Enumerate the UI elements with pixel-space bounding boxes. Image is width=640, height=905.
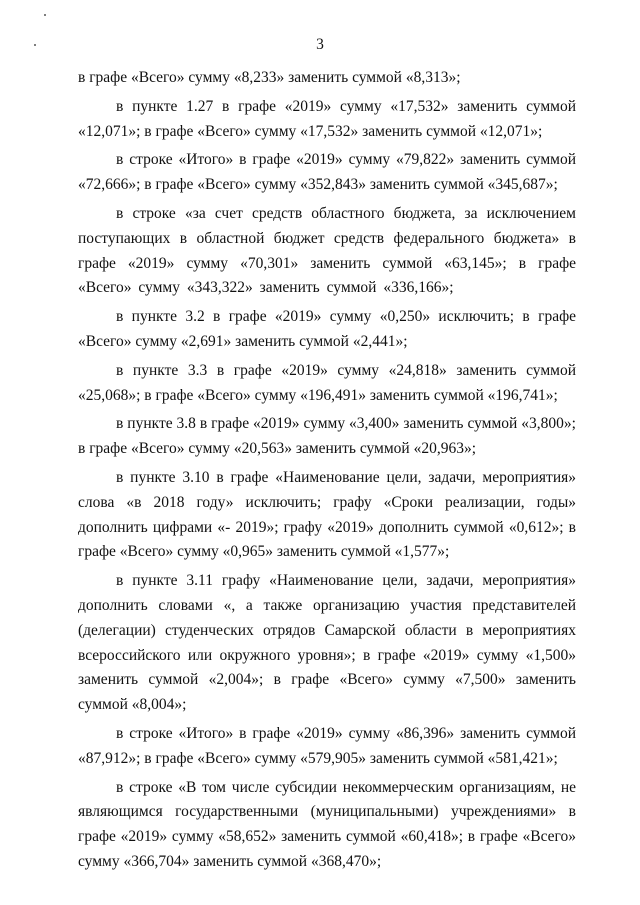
paragraph: в строке «В том числе субсидии некоммерческим организациям, не являющимся государственными (муниципальными) учреждениями» в графе «2019» сумму «58,652» заменить суммой «60,418»; в графе «Всего» сумму «366,704» заменить суммой «368,470»; [78,778,576,870]
paragraph: в строке «Итого» в графе «2019» сумму «79,822» заменить суммой «72,666»; в графе «Всего» сумму «352,843» заменить суммой «345,687»; [78,151,576,194]
paragraph: в пункте 3.10 в графе «Наименование цели, задачи, мероприятия» слова «в 2018 году» исключить; графу «Сроки реализации, годы» дополнить цифрами «- 2019»; графу «2019» дополнить суммой «0,612»; в графе «Всего» сумму «0,965» заменить суммой «1,577»; [78,468,576,561]
document-body [78,66,576,879]
paragraph: в пункте 3.8 в графе «2019» сумму «3,400» заменить суммой «3,800»; в графе «Всего» сумму «20,563» заменить суммой «20,963»; [78,415,576,458]
paragraph: в пункте 3.2 в графе «2019» сумму «0,250» исключить; в графе «Всего» сумму «2,691» заменить суммой «2,441»; [78,308,576,350]
scan-speck [44,14,46,16]
paragraph: в строке «за счет средств областного бюджета, за исключением поступающих в областной бюджет средств федерального бюджета» в графе «2019» сумму «70,301» заменить суммой «63,145»; в графе «Всего» сумму «343,322» заменить суммой «336,166»; [78,204,576,297]
paragraph: в пункте 1.27 в графе «2019» сумму «17,532» заменить суммой «12,071»; в графе «Всего» сумму «17,532» заменить суммой «12,071»; [78,97,576,140]
paragraph: в пункте 3.3 в графе «2019» сумму «24,818» заменить суммой «25,068»; в графе «Всего» сумму «196,491» заменить суммой «196,741»; [78,361,576,404]
paragraph: в строке «Итого» в графе «2019» сумму «86,396» заменить суммой «87,912»; в графе «Всего» сумму «579,905» заменить суммой «581,421»; [78,724,576,767]
page-number: 3 [316,36,324,53]
paragraph: в графе «Всего» сумму «8,233» заменить суммой «8,313»; [78,69,461,86]
paragraph: в пункте 3.11 графу «Наименование цели, задачи, мероприятия» дополнить словами «, а также организацию участия представителей (делегации) студенческих отрядов Самарской области в мероприятиях всероссийского или окружного уровня»; в графе «2019» сумму «1,500» заменить суммой «2,004»; в графе «Всего» сумму «7,500» заменить суммой «8,004»; [78,572,576,714]
